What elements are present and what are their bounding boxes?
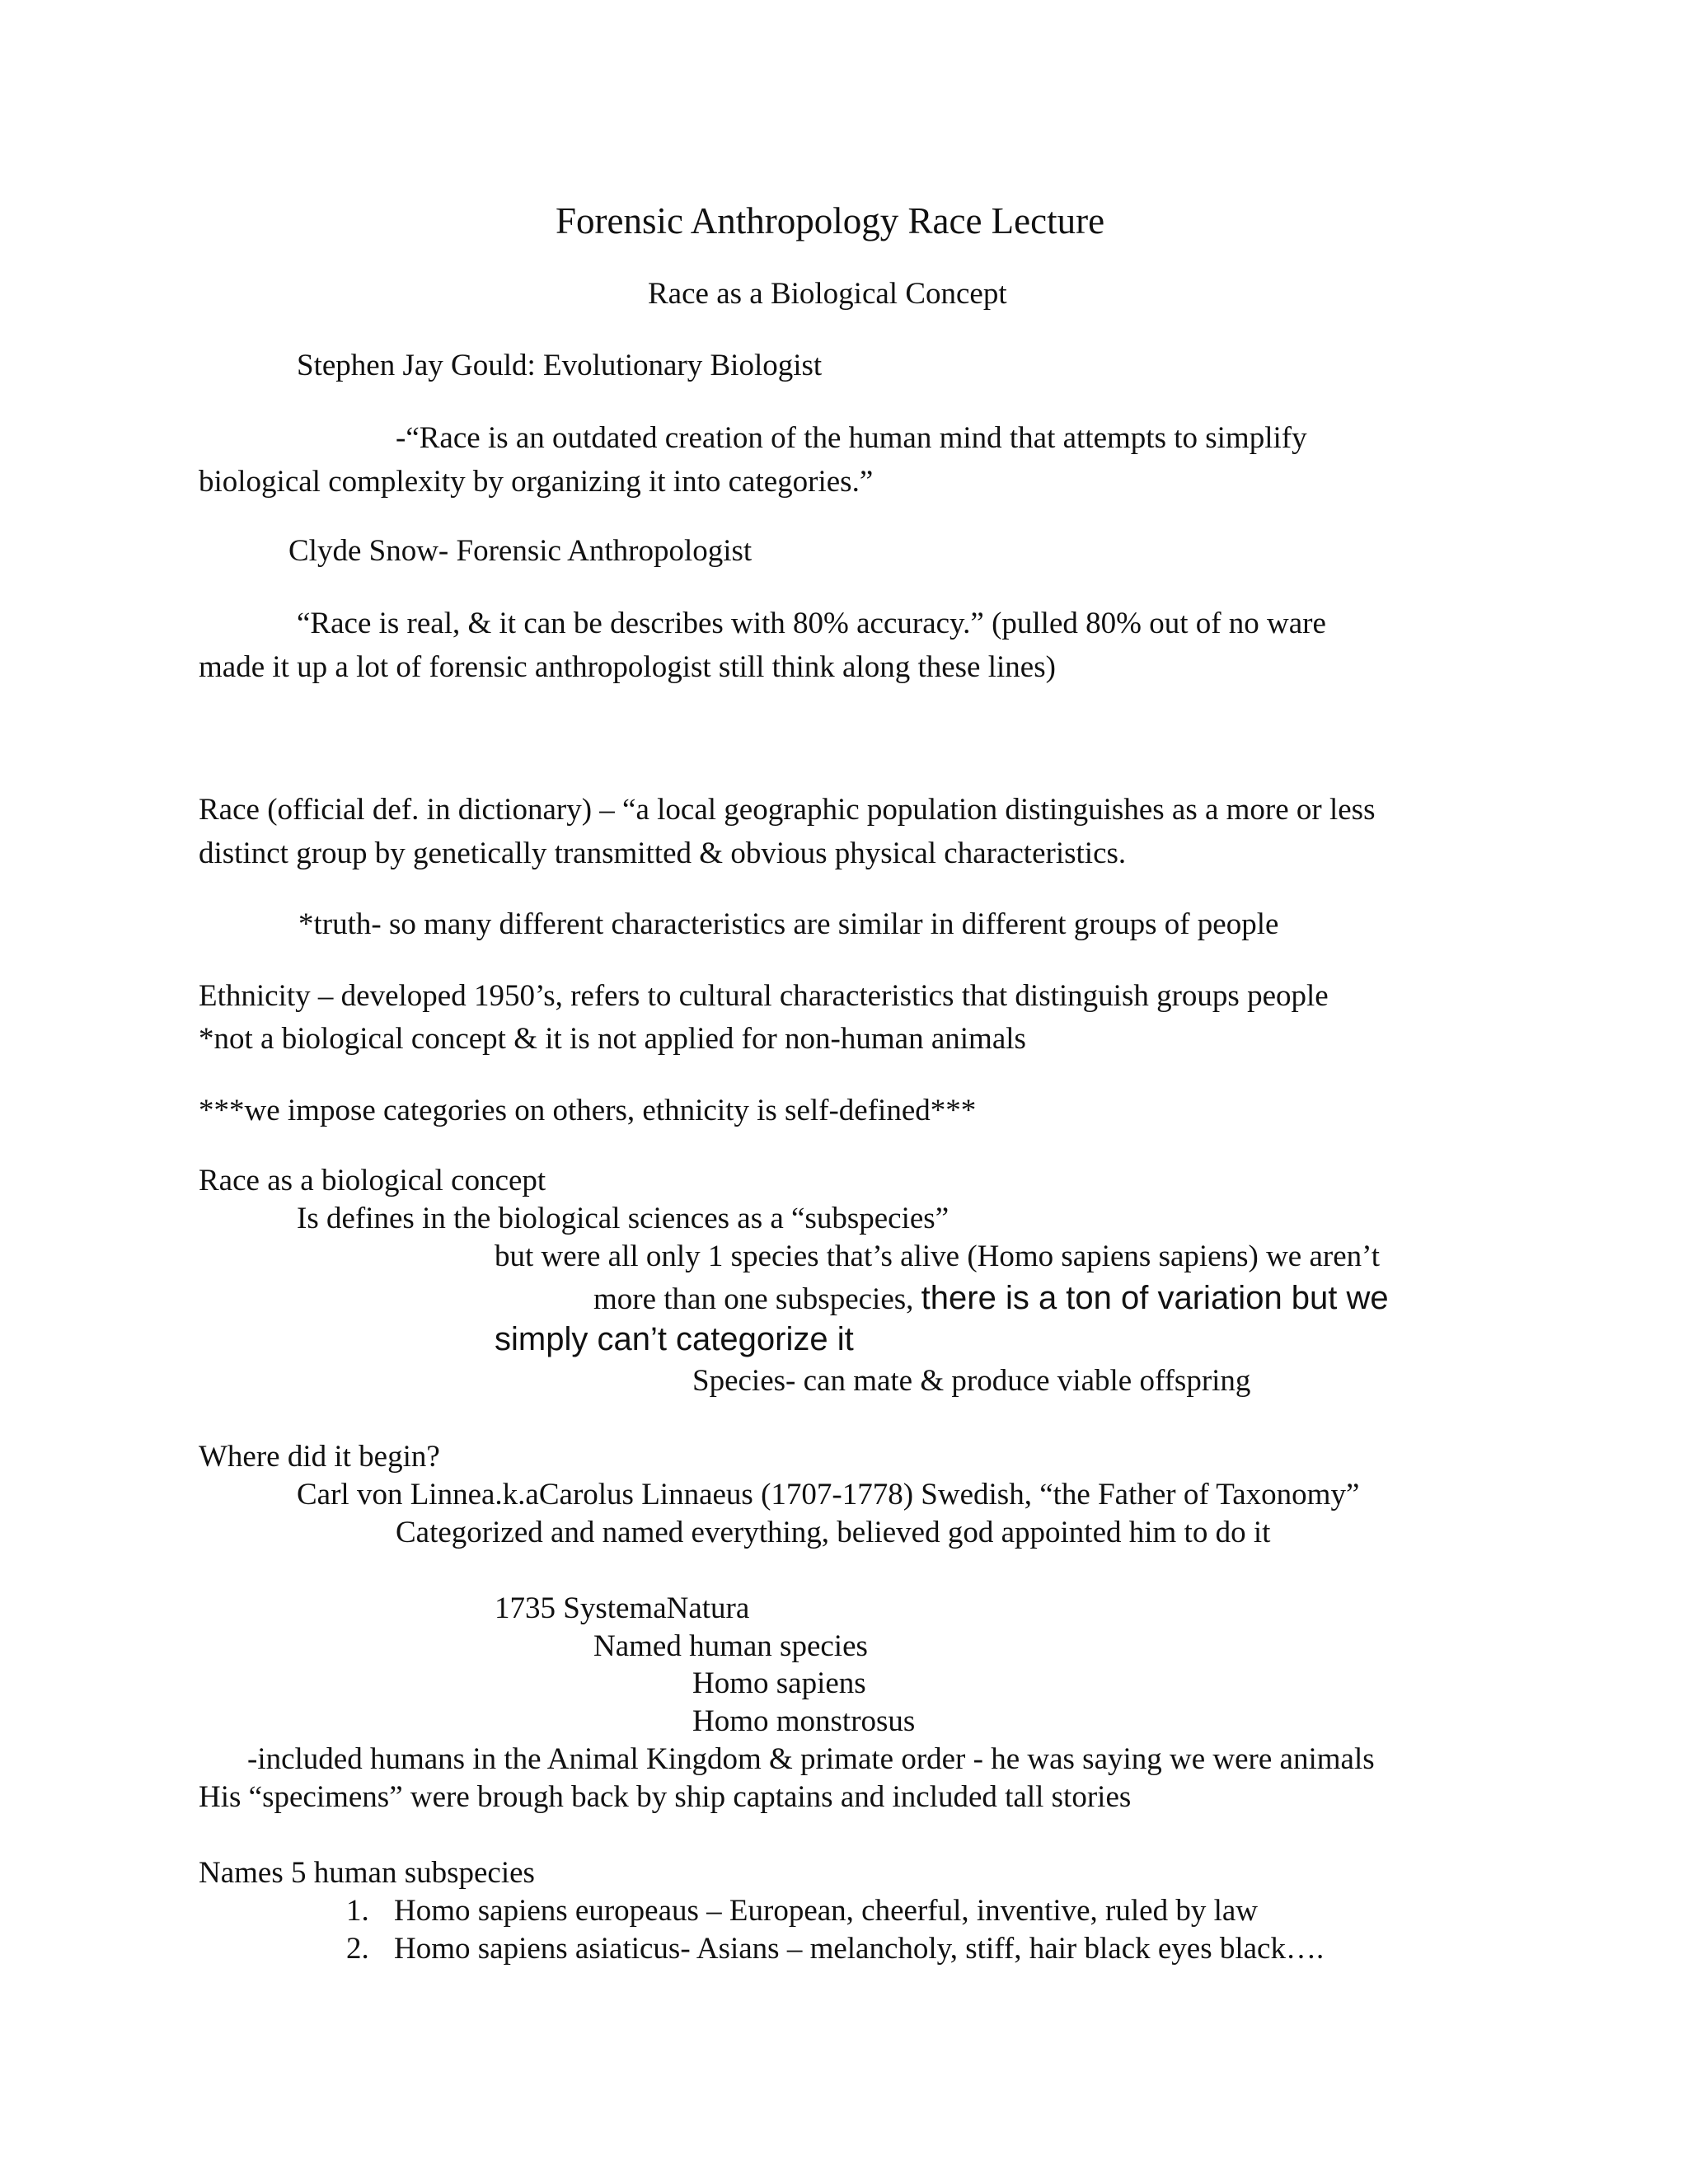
- snow-quote-line-1: “Race is real, & it can be describes with 80% accuracy.” (pulled 80% out of no ware: [297, 607, 1326, 640]
- species-homo-sapiens: Homo sapiens: [692, 1666, 866, 1700]
- bio-concept-line-4: simply can’t categorize it: [495, 1321, 854, 1357]
- page-title: Forensic Anthropology Race Lecture: [556, 200, 1105, 241]
- systema-natura: 1735 SystemaNatura: [495, 1591, 750, 1625]
- gould-heading: Stephen Jay Gould: Evolutionary Biologist: [297, 349, 823, 382]
- ethnicity-line-1: Ethnicity – developed 1950’s, refers to cultural characteristics that distinguish groups people: [199, 979, 1329, 1013]
- subspecies-heading: Names 5 human subspecies: [199, 1856, 535, 1890]
- list-item-text: Homo sapiens asiaticus- Asians – melancholy, stiff, hair black eyes black….: [394, 1932, 1325, 1966]
- species-homo-monstrosus: Homo monstrosus: [692, 1704, 916, 1738]
- bio-concept-heading: Race as a biological concept: [199, 1164, 546, 1197]
- categorized-line: Categorized and named everything, believed god appointed him to do it: [396, 1516, 1271, 1549]
- snow-quote-line-2: made it up a lot of forensic anthropologist still think along these lines): [199, 650, 1056, 684]
- origin-heading: Where did it begin?: [199, 1440, 440, 1474]
- truth-note: *truth- so many different characteristics are similar in different groups of people: [298, 907, 1279, 941]
- gould-quote-line-1: -“Race is an outdated creation of the human mind that attempts to simplify: [396, 421, 1307, 455]
- list-item-number: 2.: [346, 1932, 369, 1966]
- linnaeus-line: Carl von Linnea.k.aCarolus Linnaeus (1707-1778) Swedish, “the Father of Taxonomy”: [297, 1478, 1360, 1511]
- bio-concept-line-3: [593, 1279, 1389, 1319]
- race-definition-line-1: Race (official def. in dictionary) – “a local geographic population distinguishes as a more or less: [199, 793, 1376, 827]
- bio-concept-line-1: Is defines in the biological sciences as a “subspecies”: [297, 1202, 950, 1235]
- bio-concept-line-3-serif: more than one subspecies,: [593, 1282, 921, 1316]
- named-human-species: Named human species: [593, 1629, 868, 1663]
- species-definition: Species- can mate & produce viable offspring: [692, 1364, 1251, 1398]
- page-subtitle: Race as a Biological Concept: [648, 277, 1007, 311]
- bio-concept-line-2: but were all only 1 species that’s alive (Homo sapiens sapiens) we aren’t: [495, 1240, 1381, 1273]
- gould-quote-line-2: biological complexity by organizing it into categories.”: [199, 465, 874, 499]
- impose-categories-note: ***we impose categories on others, ethnicity is self-defined***: [199, 1094, 977, 1127]
- list-item: [346, 1930, 1324, 1968]
- list-item: [346, 1892, 1258, 1930]
- included-humans-line: -included humans in the Animal Kingdom & primate order - he was saying we were animals: [247, 1742, 1375, 1776]
- ethnicity-line-2: *not a biological concept & it is not applied for non-human animals: [199, 1022, 1026, 1056]
- snow-heading: Clyde Snow- Forensic Anthropologist: [288, 534, 753, 568]
- specimens-line: His “specimens” were brough back by ship captains and included tall stories: [199, 1780, 1132, 1814]
- list-item-number: 1.: [346, 1894, 369, 1928]
- list-item-text: Homo sapiens europeaus – European, cheerful, inventive, ruled by law: [394, 1894, 1258, 1928]
- bio-concept-line-3-sans: there is a ton of variation but we: [921, 1280, 1389, 1316]
- race-definition-line-2: distinct group by genetically transmitted & obvious physical characteristics.: [199, 837, 1127, 870]
